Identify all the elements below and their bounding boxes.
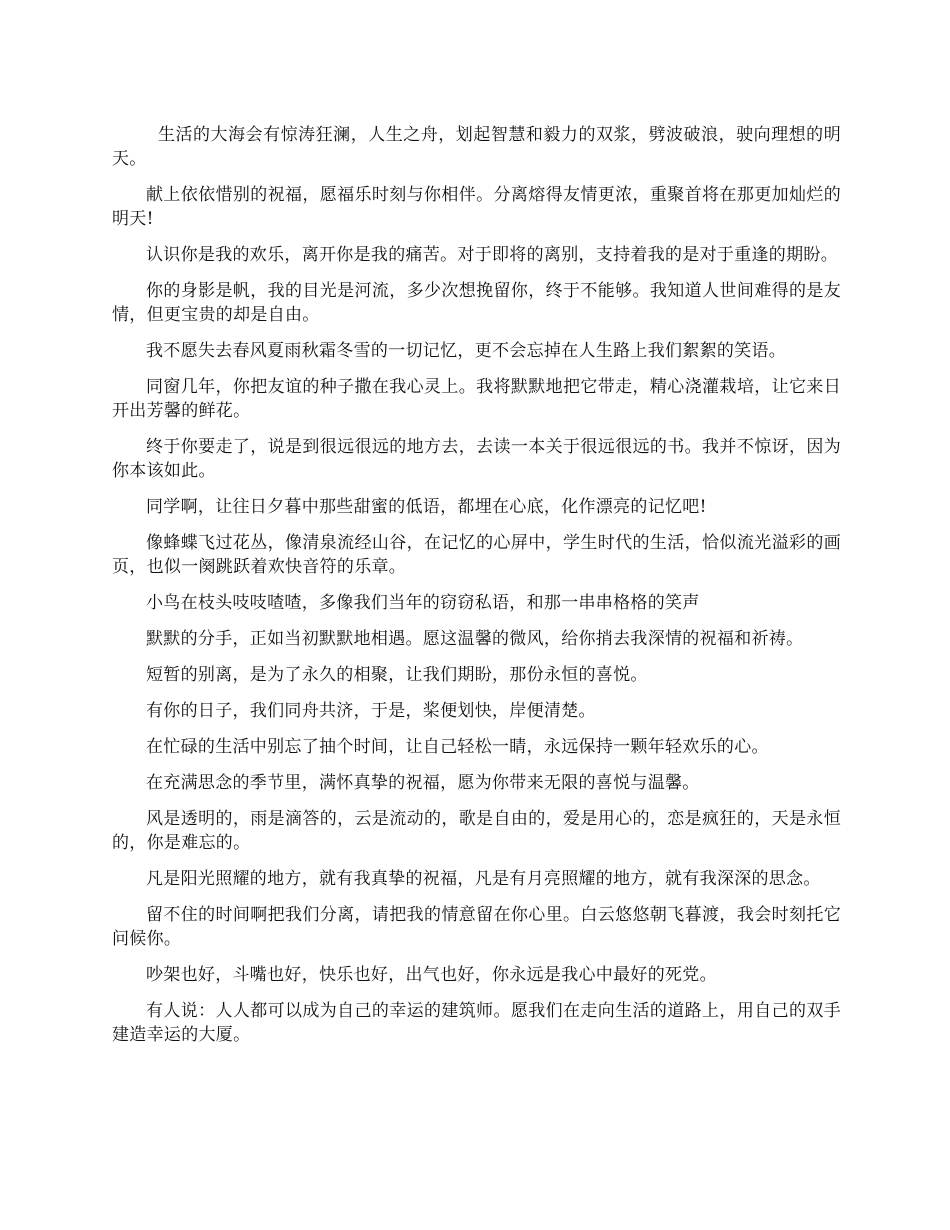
paragraph: 献上依依惜别的祝福，愿福乐时刻与你相伴。分离熔得友情更浓，重聚首将在那更加灿烂的明天! xyxy=(112,185,841,229)
paragraph: 终于你要走了，说是到很远很远的地方去，去读一本关于很远很远的书。我并不惊讶，因为你本该如此。 xyxy=(112,437,841,481)
paragraph: 风是透明的，雨是滴答的，云是流动的，歌是自由的，爱是用心的，恋是疯狂的，天是永恒的，你是难忘的。 xyxy=(112,809,841,853)
paragraph: 留不住的时间啊把我们分离，请把我的情意留在你心里。白云悠悠朝飞暮渡，我会时刻托它问候你。 xyxy=(112,905,841,949)
paragraph: 认识你是我的欢乐，离开你是我的痛苦。对于即将的离别，支持着我的是对于重逢的期盼。 xyxy=(146,245,838,265)
paragraph: 同学啊，让往日夕暮中那些甜蜜的低语，都埋在心底，化作漂亮的记忆吧! xyxy=(146,497,707,517)
paragraph: 默默的分手，正如当初默默地相遇。愿这温馨的微风，给你捎去我深情的祝福和祈祷。 xyxy=(146,629,804,649)
paragraph: 凡是阳光照耀的地方，就有我真挚的祝福，凡是有月亮照耀的地方，就有我深深的思念。 xyxy=(146,869,821,889)
paragraph: 有人说：人人都可以成为自己的幸运的建筑师。愿我们在走向生活的道路上，用自己的双手建造幸运的大厦。 xyxy=(112,1001,841,1045)
document-body xyxy=(112,123,841,1059)
paragraph: 你的身影是帆，我的目光是河流，多少次想挽留你，终于不能够。我知道人世间难得的是友情，但更宝贵的却是自由。 xyxy=(112,281,841,325)
paragraph: 吵架也好，斗嘴也好，快乐也好，出气也好，你永远是我心中最好的死党。 xyxy=(146,965,717,985)
paragraph: 在忙碌的生活中别忘了抽个时间，让自己轻松一睛，永远保持一颗年轻欢乐的心。 xyxy=(146,737,769,757)
paragraph: 像蜂蝶飞过花丛，像清泉流经山谷，在记忆的心屏中，学生时代的生活，恰似流光溢彩的画页，也似一阕跳跃着欢快音符的乐章。 xyxy=(112,533,841,577)
paragraph: 生活的大海会有惊涛狂澜，人生之舟，划起智慧和毅力的双浆，劈波破浪，驶向理想的明天。 xyxy=(112,125,841,169)
paragraph: 我不愿失去春风夏雨秋霜冬雪的一切记忆，更不会忘掉在人生路上我们絮絮的笑语。 xyxy=(146,341,787,361)
paragraph: 小鸟在枝头吱吱喳喳，多像我们当年的窃窃私语，和那一串串格格的笑声 xyxy=(146,593,700,613)
paragraph: 在充满思念的季节里，满怀真挚的祝福，愿为你带来无限的喜悦与温馨。 xyxy=(146,773,700,793)
paragraph: 短暂的别离，是为了永久的相聚，让我们期盼，那份永恒的喜悦。 xyxy=(146,665,648,685)
paragraph: 有你的日子，我们同舟共济，于是，桨便划快，岸便清楚。 xyxy=(146,701,596,721)
paragraph: 同窗几年，你把友谊的种子撒在我心灵上。我将默默地把它带走，精心浇灌栽培，让它来日开出芳馨的鲜花。 xyxy=(112,377,841,421)
